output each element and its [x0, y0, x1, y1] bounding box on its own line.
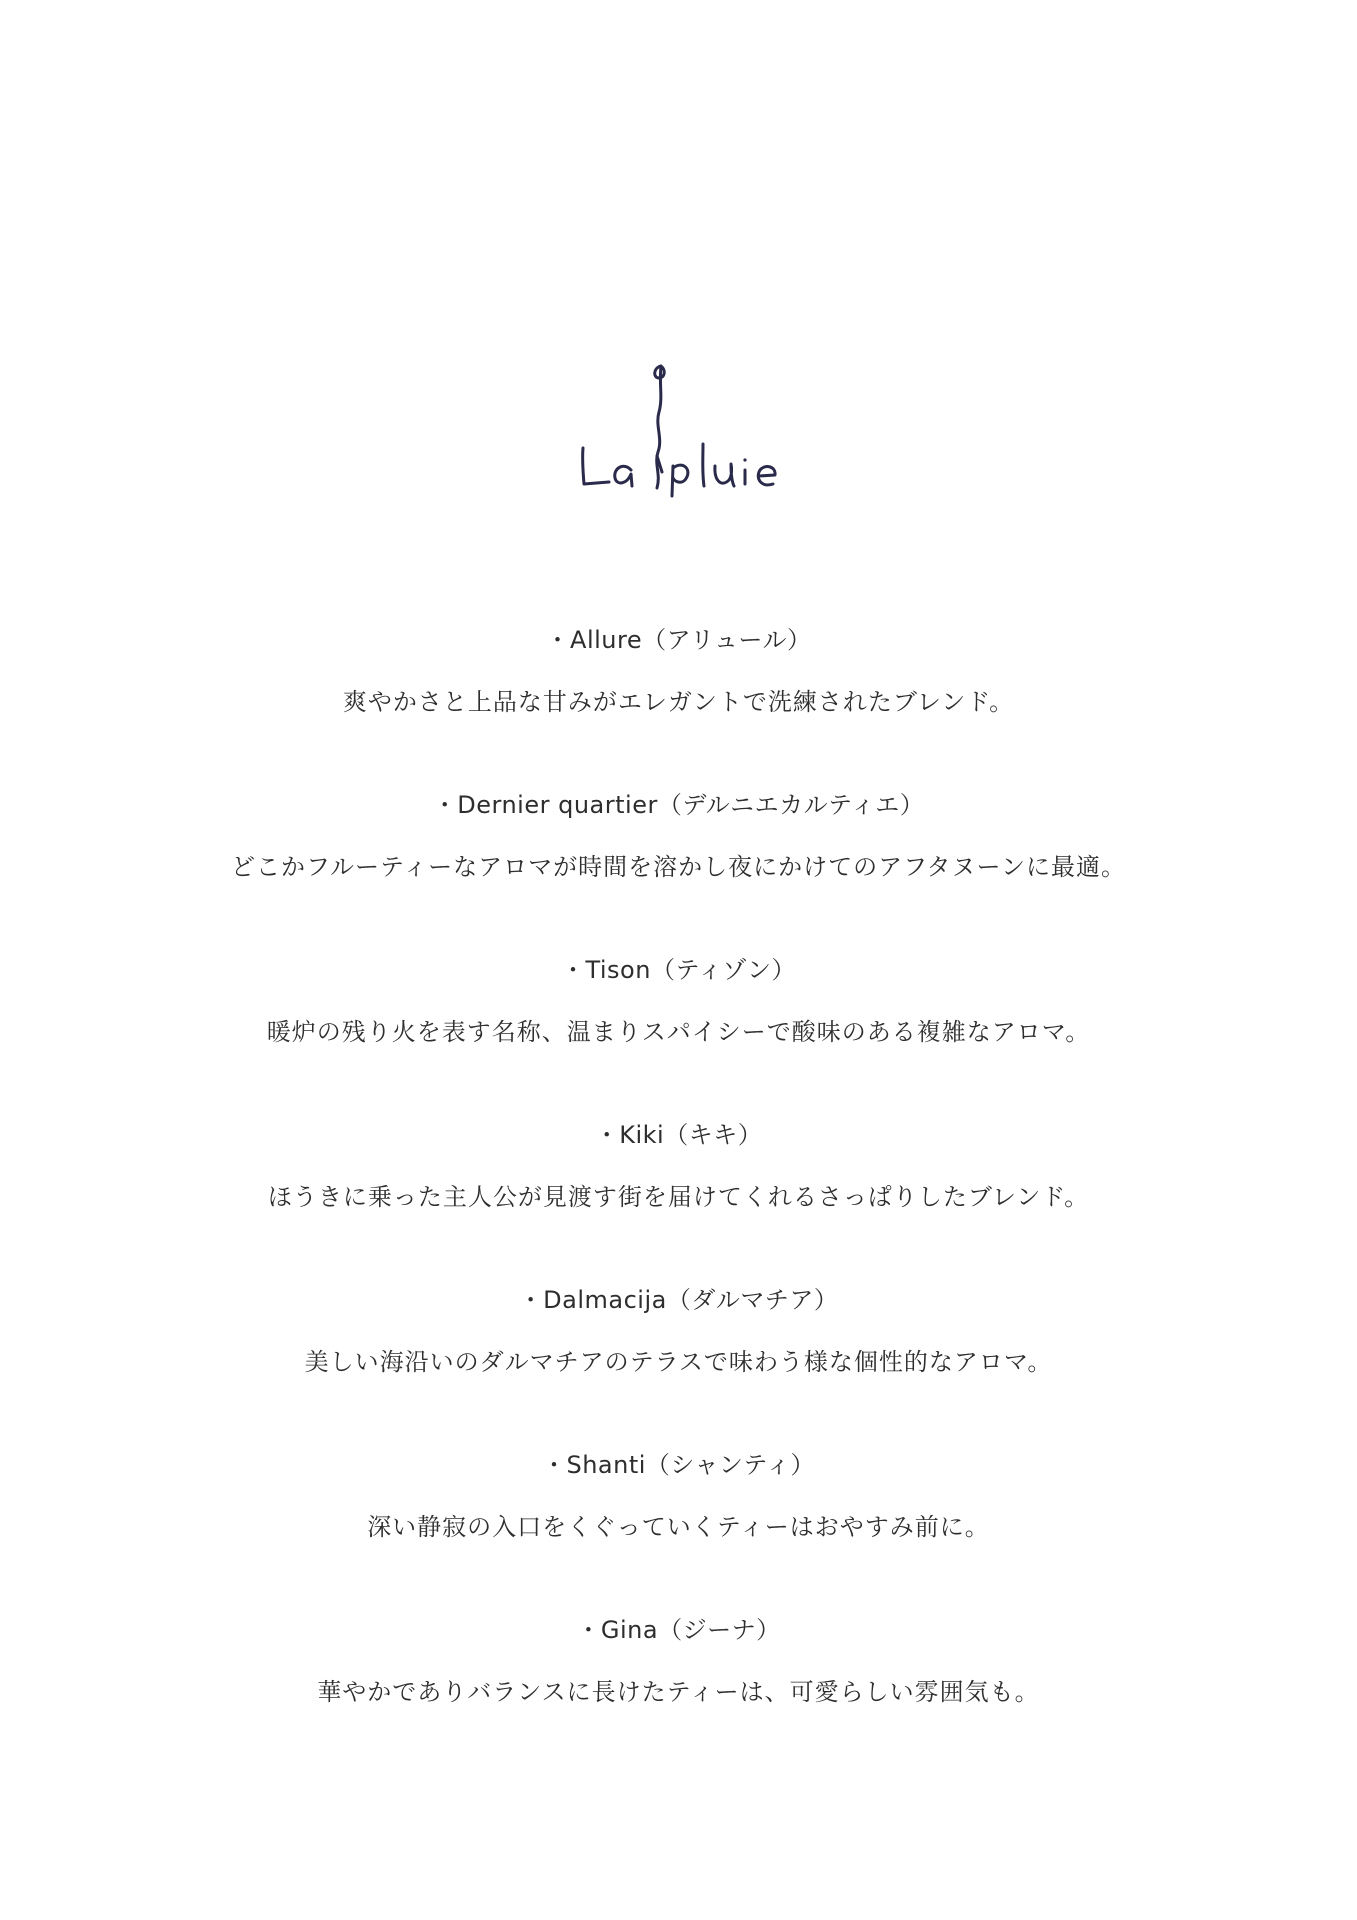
item-description: ほうきに乗った主人公が見渡す街を届けてくれるさっぱりしたブレンド。	[267, 1183, 1090, 1211]
la-pluie-logo-icon	[569, 348, 789, 498]
item-name: ・Kiki（キキ）	[594, 1121, 763, 1149]
menu-item-kiki	[0, 1111, 1357, 1276]
item-description: 深い静寂の入口をくぐっていくティーはおやすみ前に。	[367, 1513, 990, 1541]
item-description: 華やかでありバランスに長けたティーは、可愛らしい雰囲気も。	[317, 1678, 1040, 1706]
item-name: ・Dalmacija（ダルマチア）	[518, 1286, 839, 1314]
tea-menu-list	[0, 616, 1357, 1771]
item-name: ・Allure（アリュール）	[545, 626, 812, 654]
menu-item-dalmacija	[0, 1276, 1357, 1441]
menu-item-tison	[0, 946, 1357, 1111]
menu-item-allure	[0, 616, 1357, 781]
item-name: ・Tison（ティゾン）	[560, 956, 797, 984]
item-name: ・Shanti（シャンティ）	[541, 1451, 816, 1479]
menu-item-gina	[0, 1606, 1357, 1771]
item-description: 爽やかさと上品な甘みがエレガントで洗練されたブレンド。	[342, 688, 1015, 716]
item-description: 暖炉の残り火を表す名称、温まりスパイシーで酸味のある複雑なアロマ。	[266, 1018, 1091, 1046]
item-description: 美しい海沿いのダルマチアのテラスで味わう様な個性的なアロマ。	[304, 1348, 1053, 1376]
item-name: ・Gina（ジーナ）	[576, 1616, 781, 1644]
brand-logo	[0, 348, 1357, 498]
item-description: どこかフルーティーなアロマが時間を溶かし夜にかけてのアフタヌーンに最適。	[231, 853, 1126, 881]
menu-item-shanti	[0, 1441, 1357, 1606]
item-name: ・Dernier quartier（デルニエカルティエ）	[432, 791, 925, 819]
menu-item-dernier-quartier	[0, 781, 1357, 946]
